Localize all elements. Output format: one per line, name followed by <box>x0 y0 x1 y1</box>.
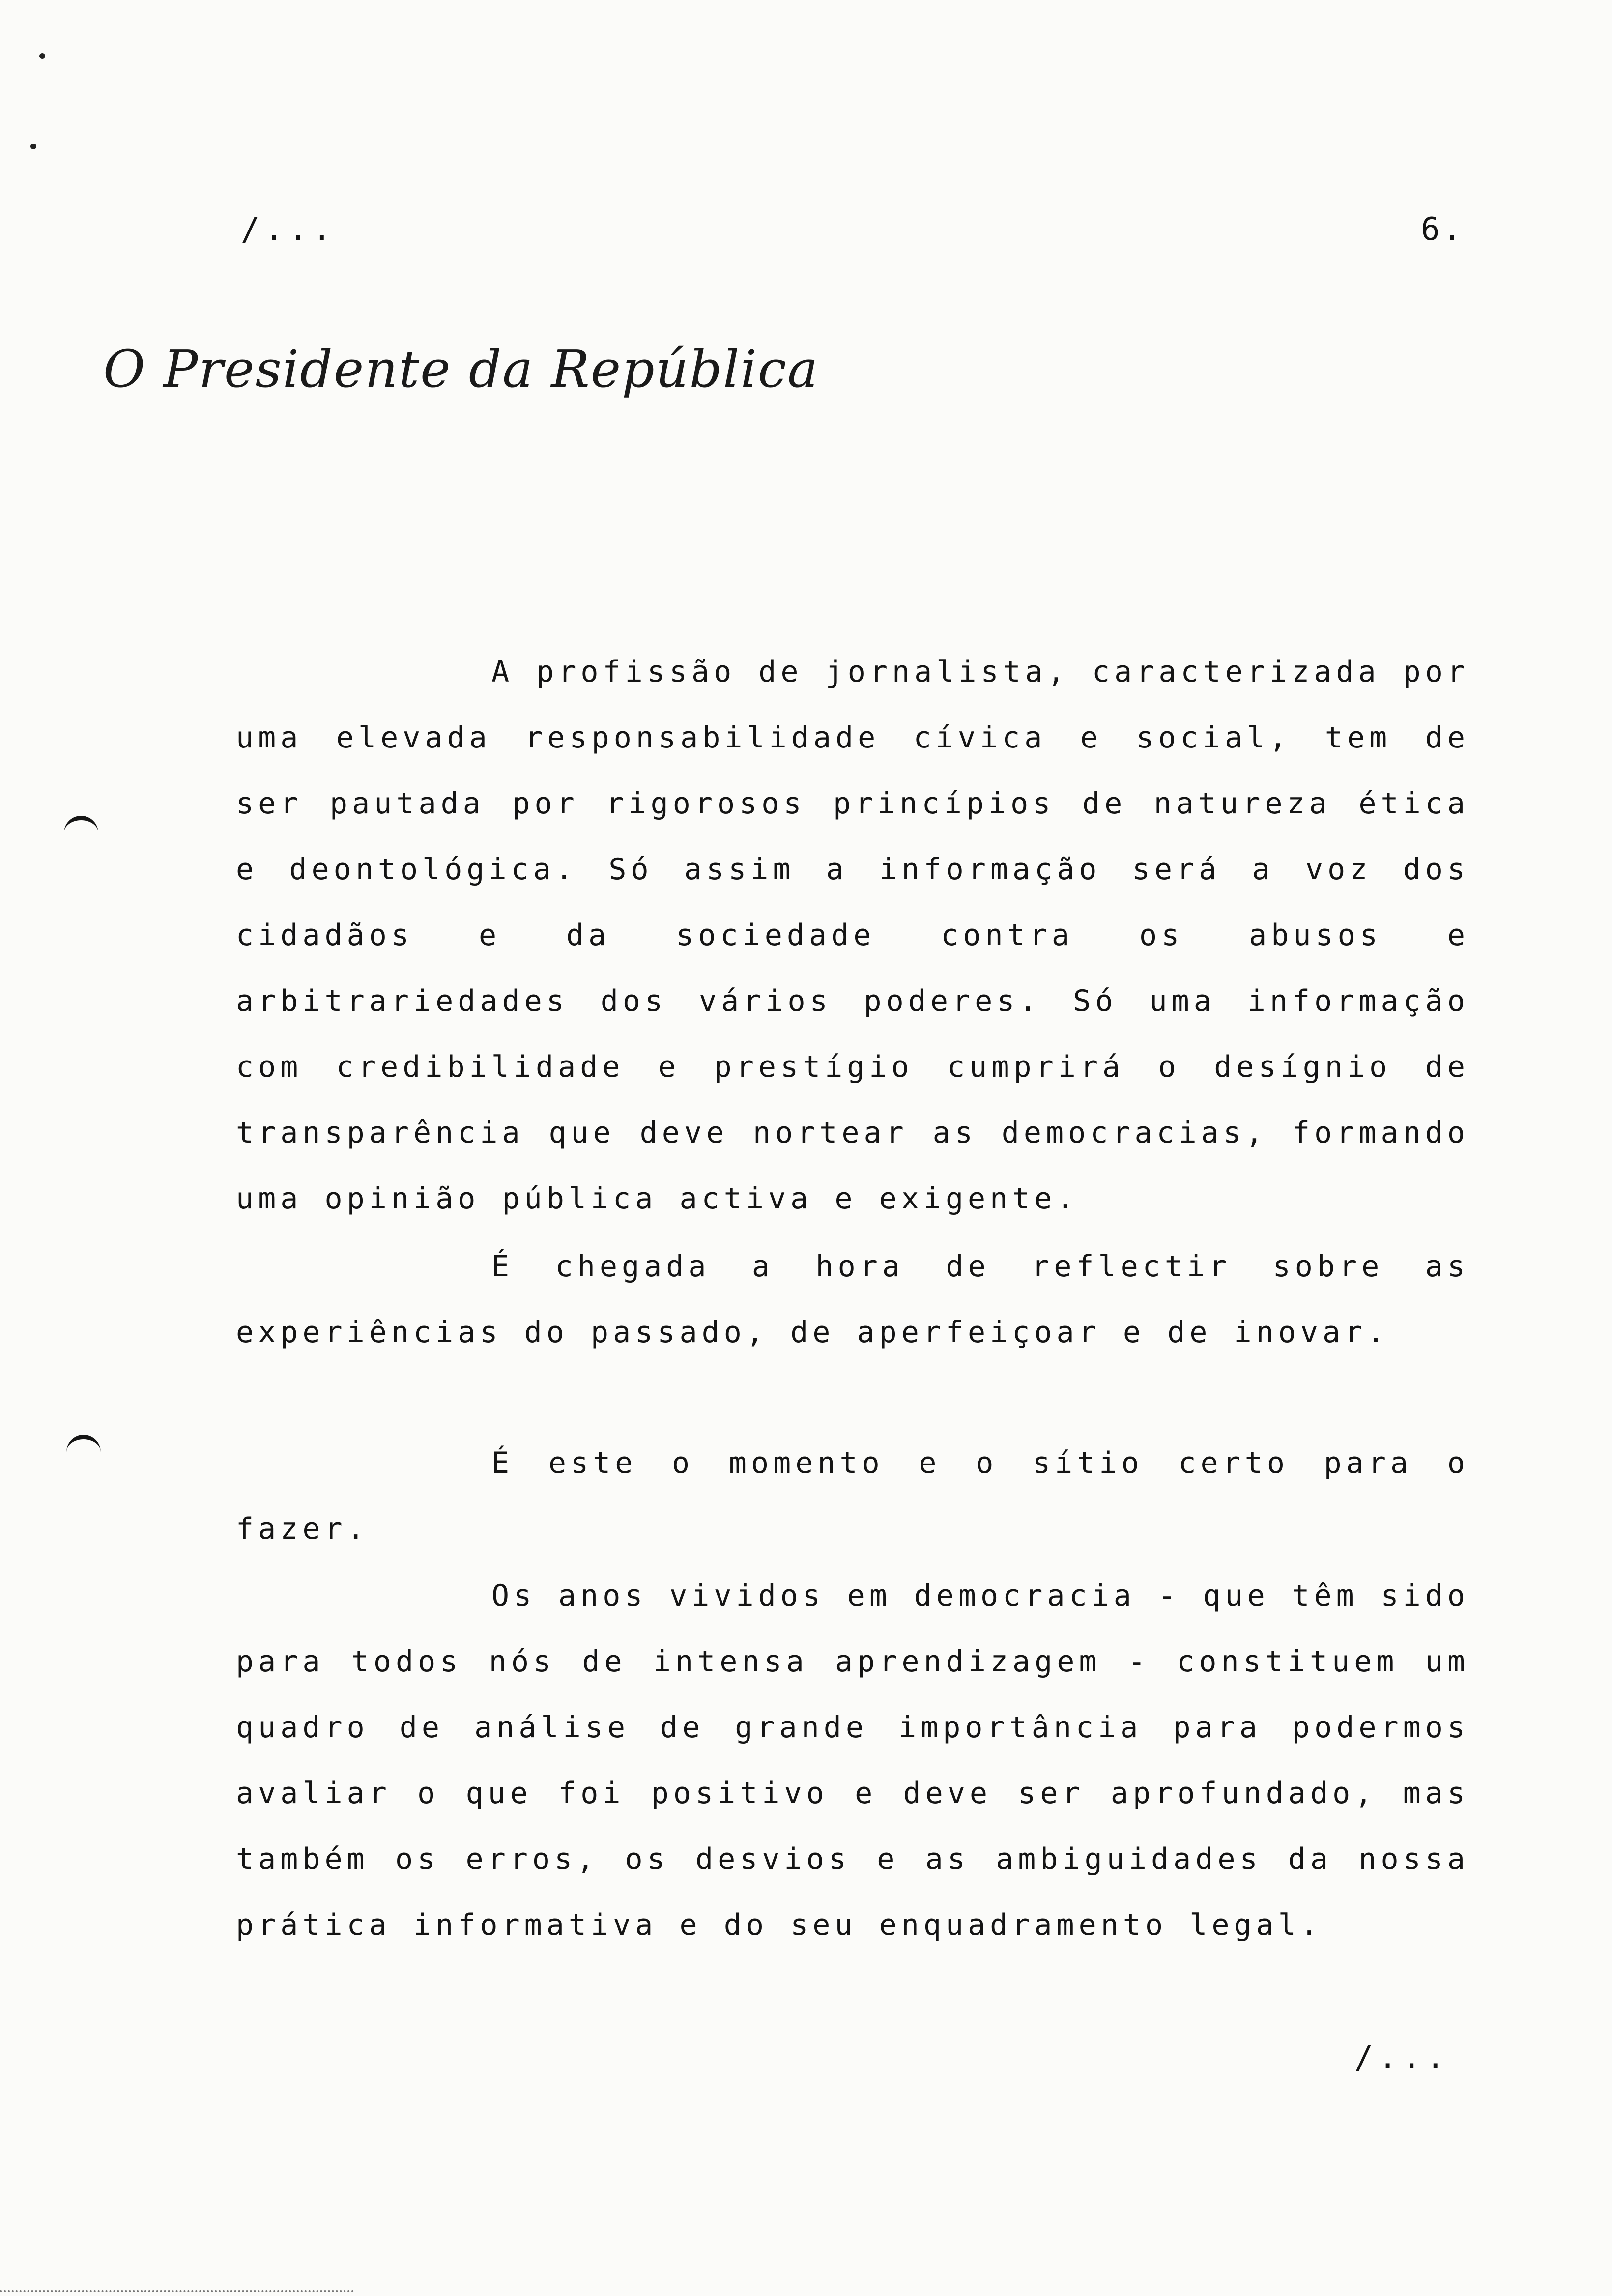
letterhead: O Presidente da República <box>103 339 819 399</box>
margin-bracket-mark <box>66 1435 101 1474</box>
scan-speck <box>30 144 36 149</box>
continuation-marker-top: /... <box>241 211 337 248</box>
margin-bracket-mark <box>64 816 98 855</box>
paragraph-2: É chegada a hora de reflectir sobre as experiências do passado, de aperfeiçoar e de inovar. <box>236 1249 1469 1349</box>
continuation-marker-bottom: /... <box>1354 2039 1450 2076</box>
paragraph-1: A profissão de jornalista, caracterizada por uma elevada responsabilidade cívica e social, tem de ser pautada por rigorosos princípios de natureza ética e deontológica. Só assim a informação será a voz dos cidadãos e da sociedade contra os abusos e arbitrariedades dos vários poderes. Só uma informação com credibilidade e prestígio cumprirá o desígnio de transparência que deve nortear as democracias, formando uma opinião pública activa e exigente. <box>236 655 1469 1216</box>
page-number: 6. <box>1420 211 1465 248</box>
paragraph-4: Os anos vividos em democracia - que têm sido para todos nós de intensa aprendizagem - constituem um quadro de análise de grande importância para podermos avaliar o que foi positivo e deve ser aprofundado, mas também os erros, os desvios e as ambiguidades da nossa prática informativa e do seu enquadramento legal. <box>236 1578 1469 1942</box>
scan-edge-rule <box>0 2290 354 2292</box>
scan-speck <box>39 53 45 59</box>
paragraph-3: É este o momento e o sítio certo para o fazer. <box>236 1446 1469 1546</box>
